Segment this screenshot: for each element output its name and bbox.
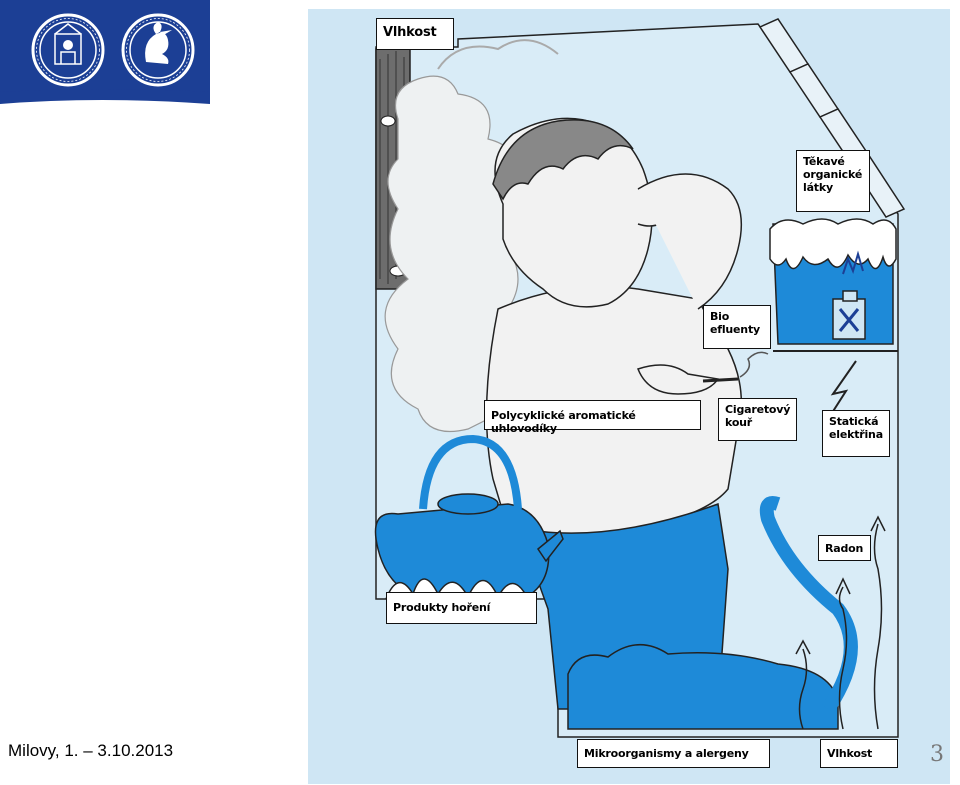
- label-vlhkost-top: Vlhkost: [376, 18, 454, 50]
- page-number: 3: [930, 742, 944, 767]
- logo-swoosh: [0, 89, 210, 104]
- mushroom: [381, 116, 395, 126]
- cigarette: [703, 379, 738, 381]
- label-bio-efluenty: Bio efluenty: [703, 305, 771, 349]
- label-tekave-organicke-latky: Těkavé organické látky: [796, 150, 870, 212]
- label-vlhkost-bottom: Vlhkost: [820, 739, 898, 768]
- university-logos: [0, 0, 210, 104]
- label-mikroorganismy-alergeny: Mikroorganismy a alergeny: [577, 739, 770, 768]
- refrigerator: [770, 219, 898, 351]
- label-polycyklicke-uhlovodiky: Polycyklické aromatické uhlovodíky: [484, 400, 701, 430]
- label-cigaretovy-kour: Cigaretový kouř: [718, 398, 797, 441]
- footer-text: Milovy, 1. – 3.10.2013: [8, 741, 174, 760]
- label-produkty-horeni: Produkty hoření: [386, 592, 537, 624]
- indoor-pollution-illustration: [308, 9, 950, 784]
- label-radon: Radon: [818, 535, 871, 561]
- label-staticka-elektrina: Statická elektřina: [822, 410, 890, 457]
